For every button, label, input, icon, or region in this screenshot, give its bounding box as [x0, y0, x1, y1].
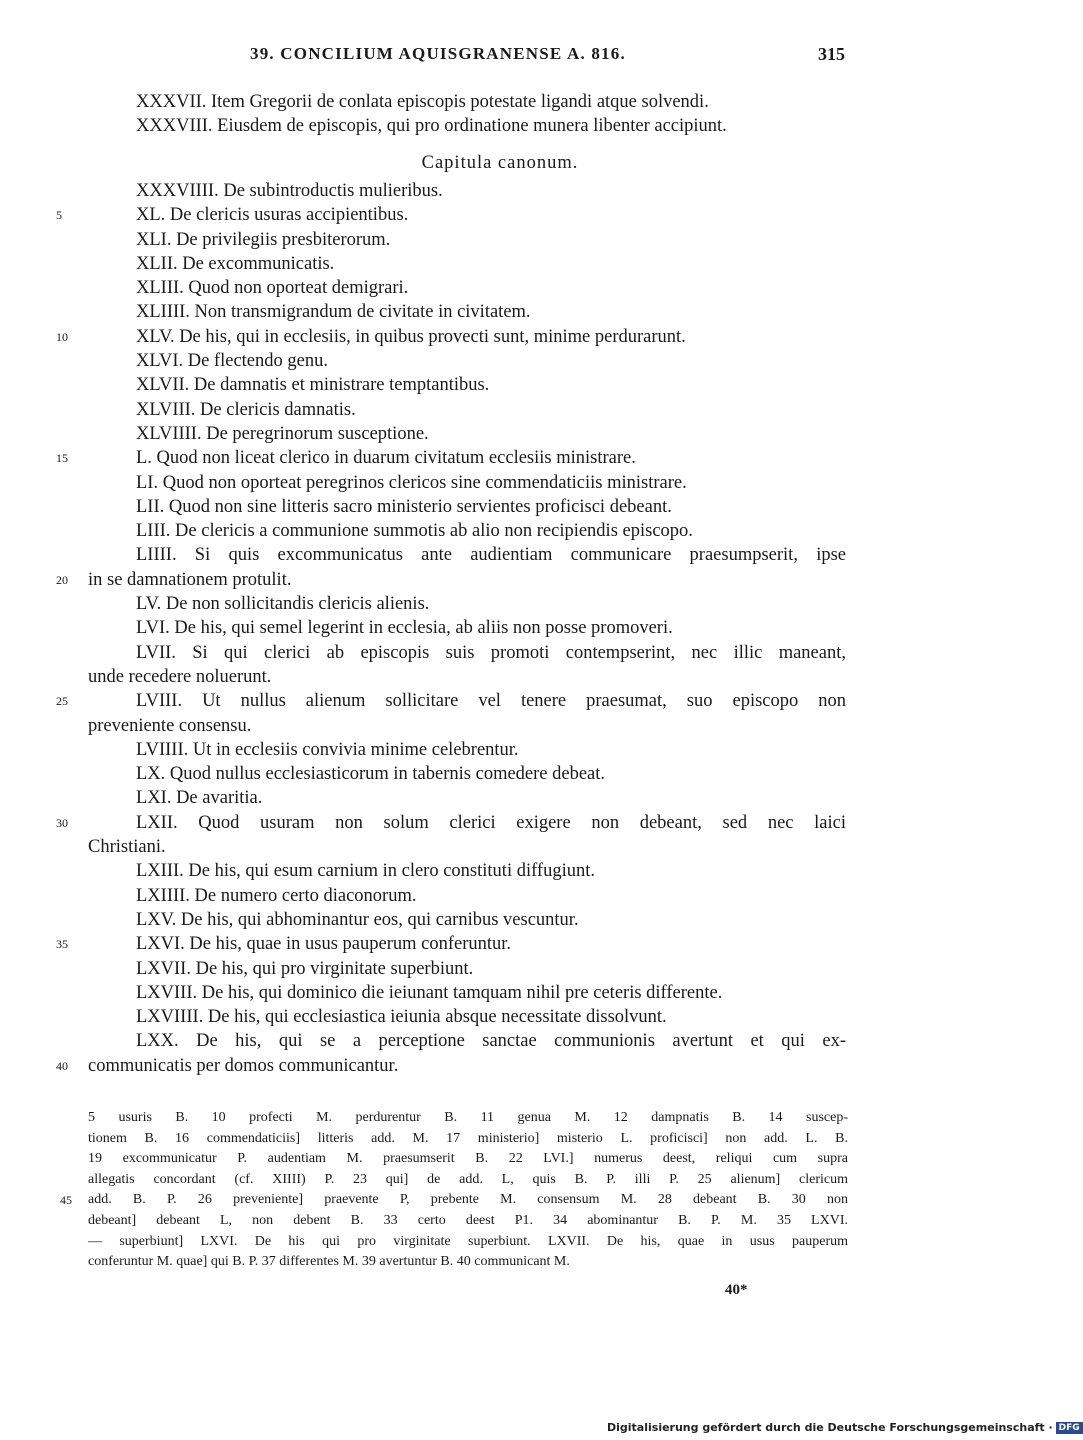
footnote-line-number: 45	[60, 1193, 72, 1208]
text-line: LIII. De clericis a communione summotis ab alio non recipiendis episcopo.	[136, 521, 693, 542]
text-line: LVI. De his, qui semel legerint in ecclesia, ab aliis non posse promoveri.	[136, 618, 673, 639]
text-line: XLII. De excommunicatis.	[136, 253, 335, 274]
line-number: 40	[56, 1058, 68, 1073]
dfg-logo: DFG	[1056, 1422, 1083, 1434]
text-line: LXIIII. De numero certo diaconorum.	[136, 885, 417, 906]
text-line: XLVII. De damnatis et ministrare temptantibus.	[136, 375, 490, 396]
text-line: LV. De non sollicitandis clericis alienis.	[136, 594, 430, 614]
line-number: 20	[56, 572, 68, 587]
text-line: XXXVII. Item Gregorii de conlata episcopis potestate ligandi atque solvendi.	[136, 92, 709, 112]
page-number: 315	[818, 44, 845, 64]
footnote-line: 5 usuris B. 10 profecti M. perdurentur B. 11 genua M. 12 dampnatis B. 14 suscep-	[88, 1110, 848, 1125]
text-line: LVIIII. Ut in ecclesiis convivia minime celebrentur.	[136, 739, 519, 760]
text-line: LXVI. De his, quae in usus pauperum conferuntur.	[136, 934, 512, 955]
text-line: XL. De clericis usuras accipientibus.	[136, 205, 409, 226]
text-line: LIIII. Si quis excommunicatus ante audientiam communicare praesumpserit, ipse	[136, 545, 846, 566]
text-line: communicatis per domos communicantur.	[88, 1055, 399, 1076]
text-line: XLVIIII. De peregrinorum susceptione.	[136, 423, 429, 444]
text-line: LXII. Quod usuram non solum clerici exigere non debeant, sed nec laici	[136, 812, 846, 833]
footnote-line: debeant] debeant L, non debent B. 33 certo deest P1. 34 abominantur B. P. M. 35 LXVI.	[88, 1213, 848, 1228]
text-line: XLIIII. Non transmigrandum de civitate in civitatem.	[136, 302, 531, 323]
text-line: LXI. De avaritia.	[136, 788, 263, 809]
footnote-line: — superbiunt] LXVI. De his qui pro virginitate superbiunt. LXVII. De his, quae in usus pauperum	[88, 1233, 848, 1249]
text-line: XLI. De privilegiis presbiterorum.	[136, 229, 391, 250]
text-line: LX. Quod nullus ecclesiasticorum in tabernis comedere debeat.	[136, 764, 606, 785]
line-number: 5	[56, 208, 62, 223]
text-line: Christiani.	[88, 837, 166, 857]
line-number: 15	[56, 451, 68, 466]
text-line: LII. Quod non sine litteris sacro ministerio servientes proficisci debeant.	[136, 496, 672, 517]
text-line: LXX. De his, qui se a perceptione sanctae communionis avertunt et qui ex-	[136, 1031, 846, 1052]
text-line: LVII. Si qui clerici ab episcopis suis promoti contempserint, nec illic maneant,	[136, 642, 846, 663]
text-line: in se damnationem protulit.	[88, 569, 292, 590]
text-line: LI. Quod non oporteat peregrinos clericos sine commendaticiis ministrare.	[136, 472, 687, 493]
text-line: preveniente consensu.	[88, 715, 252, 736]
text-line: LXV. De his, qui abhominantur eos, qui carnibus vescuntur.	[136, 909, 579, 930]
signature-mark: 40*	[725, 1282, 748, 1298]
footnote-line: conferuntur M. quae] qui B. P. 37 differentes M. 39 avertuntur B. 40 communicant M.	[88, 1254, 570, 1270]
footnote-line: add. B. P. 26 preveniente] praevente P, prebente M. consensum M. 28 debeant B. 30 non	[88, 1192, 848, 1208]
line-number: 10	[56, 329, 68, 344]
text-line: LXVIIII. De his, qui ecclesiastica ieiunia absque necessitate dissolvunt.	[136, 1007, 667, 1028]
section-heading: Capitula canonum.	[421, 152, 579, 173]
footnote-line: tionem B. 16 commendaticiis] litteris add. M. 17 ministerio] misterio L. proficisci] non add. L. B.	[88, 1130, 848, 1146]
text-line: XLVIII. De clericis damnatis.	[136, 399, 356, 420]
running-header	[0, 44, 1000, 74]
credit-text: Digitalisierung gefördert durch die Deutsche Forschungsgemeinschaft ·	[607, 1421, 1053, 1434]
line-number: 25	[56, 694, 68, 709]
footnote-line: 19 excommunicatur P. audentiam M. praesumserit B. 22 LVI.] numerus deest, reliqui cum supra	[88, 1151, 848, 1167]
text-line: LVIII. Ut nullus alienum sollicitare vel tenere praesumat, suo episcopo non	[136, 691, 846, 712]
running-title: 39. CONCILIUM AQUISGRANENSE A. 816.	[250, 44, 626, 63]
text-line: XLVI. De flectendo genu.	[136, 351, 328, 371]
text-line: LXVII. De his, qui pro virginitate superbiunt.	[136, 958, 474, 979]
line-number: 35	[56, 937, 68, 952]
text-line: LXVIII. De his, qui dominico die ieiunant tamquam nihil pre ceteris differente.	[136, 982, 723, 1003]
text-line: XXXVIII. Eiusdem de episcopis, qui pro ordinatione munera libenter accipiunt.	[136, 116, 727, 137]
text-line: L. Quod non liceat clerico in duarum civitatum ecclesiis ministrare.	[136, 448, 636, 469]
footnote-line: allegatis concordant (cf. XIIII) P. 23 qui] de add. L, quis B. P. illi P. 25 alienum] clericum	[88, 1171, 848, 1187]
text-line: XLV. De his, qui in ecclesiis, in quibus provecti sunt, minime perdurarunt.	[136, 326, 686, 347]
digitization-credit	[607, 1421, 1083, 1434]
line-number: 30	[56, 815, 68, 830]
text-line: LXIII. De his, qui esum carnium in clero constituti diffugiunt.	[136, 861, 595, 882]
text-line: unde recedere noluerunt.	[88, 666, 272, 687]
text-line: XXXVIIII. De subintroductis mulieribus.	[136, 180, 443, 201]
text-line: XLIII. Quod non oporteat demigrari.	[136, 278, 409, 299]
